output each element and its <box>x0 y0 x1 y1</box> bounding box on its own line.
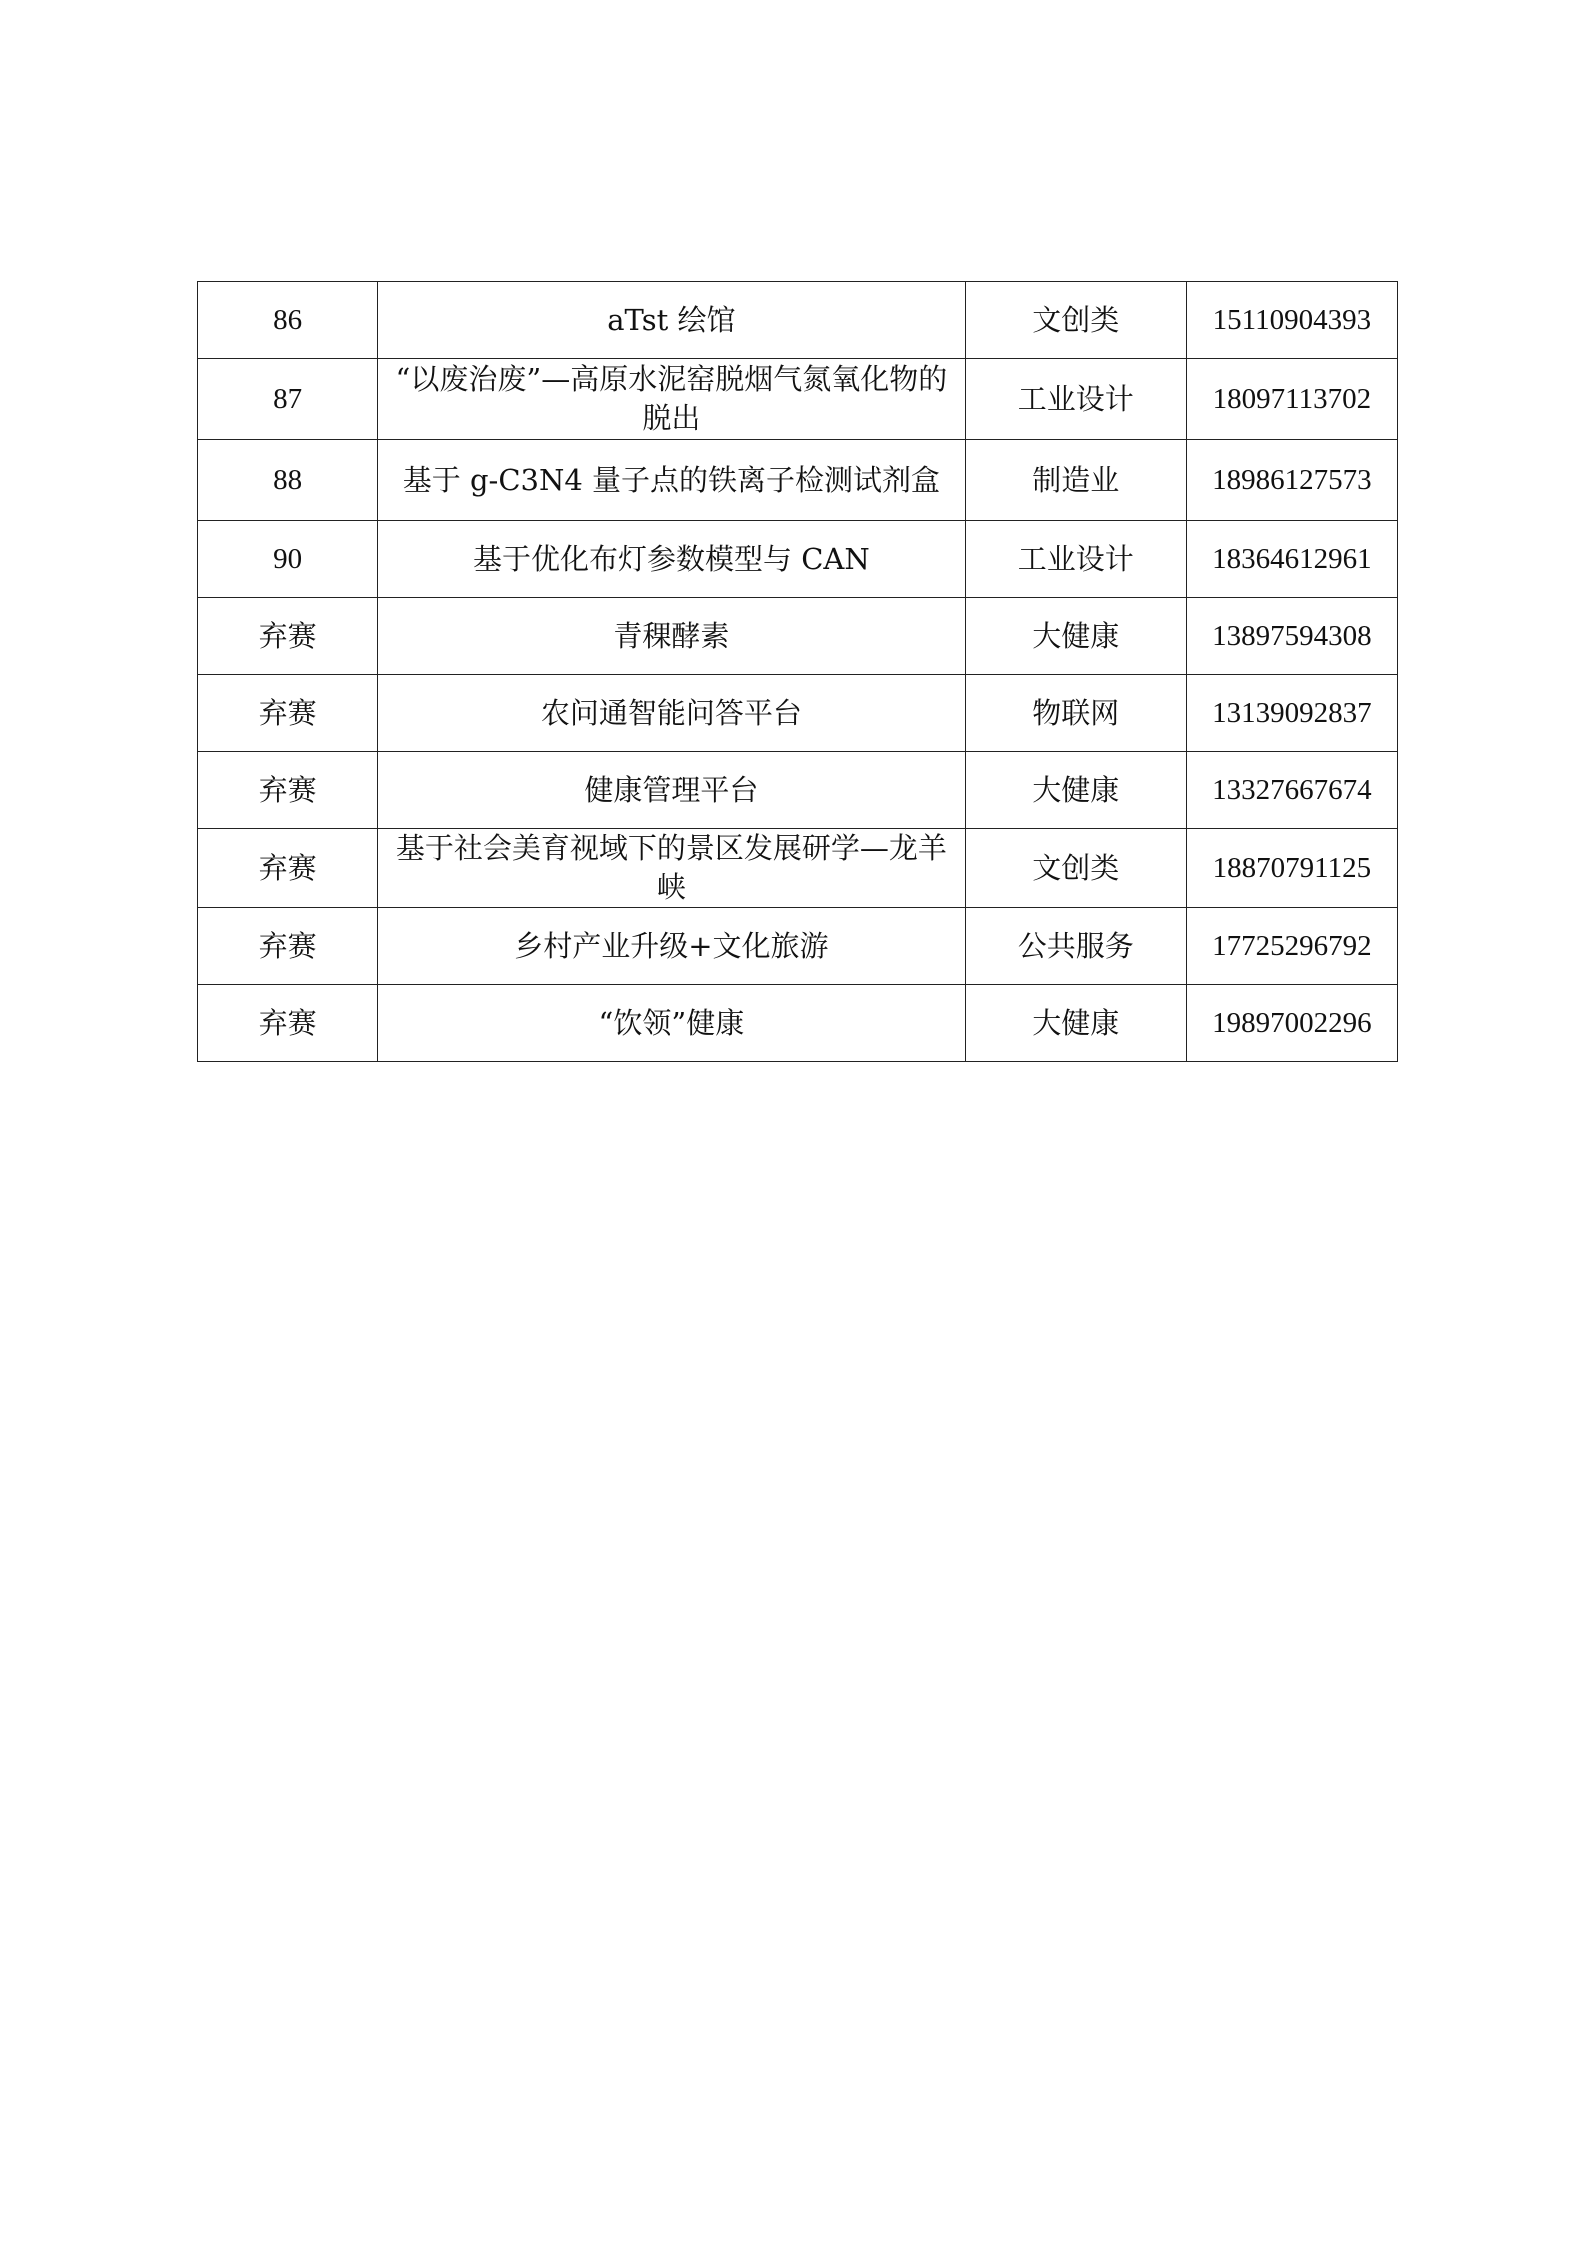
project-name-cell: 青稞酵素 <box>378 598 965 675</box>
phone-cell: 18364612961 <box>1186 521 1397 598</box>
table-row <box>198 440 1398 521</box>
project-name-cell: aTst 绘馆 <box>378 282 965 359</box>
phone-cell: 18870791125 <box>1186 829 1397 908</box>
row-number-cell: 弃赛 <box>198 985 378 1062</box>
row-number-cell: 弃赛 <box>198 752 378 829</box>
table-row <box>198 282 1398 359</box>
row-number-cell: 88 <box>198 440 378 521</box>
row-number-cell: 弃赛 <box>198 908 378 985</box>
category-cell: 文创类 <box>965 282 1186 359</box>
table-row <box>198 908 1398 985</box>
category-cell: 工业设计 <box>965 359 1186 440</box>
project-name-cell: “饮领”健康 <box>378 985 965 1062</box>
project-name-cell: 基于优化布灯参数模型与 CAN <box>378 521 965 598</box>
category-cell: 大健康 <box>965 752 1186 829</box>
project-name-cell: 基于 g-C3N4 量子点的铁离子检测试剂盒 <box>378 440 965 521</box>
phone-cell: 13139092837 <box>1186 675 1397 752</box>
table-row <box>198 985 1398 1062</box>
row-number-cell: 87 <box>198 359 378 440</box>
table-row <box>198 752 1398 829</box>
project-name-cell: 健康管理平台 <box>378 752 965 829</box>
phone-cell: 13327667674 <box>1186 752 1397 829</box>
category-cell: 物联网 <box>965 675 1186 752</box>
row-number-cell: 86 <box>198 282 378 359</box>
project-table <box>197 281 1398 1062</box>
category-cell: 公共服务 <box>965 908 1186 985</box>
project-name-cell: 农问通智能问答平台 <box>378 675 965 752</box>
table-row <box>198 521 1398 598</box>
row-number-cell: 弃赛 <box>198 675 378 752</box>
phone-cell: 19897002296 <box>1186 985 1397 1062</box>
project-name-cell: “以废治废”—高原水泥窑脱烟气氮氧化物的脱出 <box>378 359 965 440</box>
category-cell: 文创类 <box>965 829 1186 908</box>
phone-cell: 13897594308 <box>1186 598 1397 675</box>
phone-cell: 17725296792 <box>1186 908 1397 985</box>
project-name-cell: 基于社会美育视域下的景区发展研学—龙羊峡 <box>378 829 965 908</box>
table-row <box>198 598 1398 675</box>
row-number-cell: 90 <box>198 521 378 598</box>
table-row <box>198 359 1398 440</box>
category-cell: 大健康 <box>965 598 1186 675</box>
row-number-cell: 弃赛 <box>198 598 378 675</box>
table-row <box>198 829 1398 908</box>
table-row <box>198 675 1398 752</box>
category-cell: 制造业 <box>965 440 1186 521</box>
row-number-cell: 弃赛 <box>198 829 378 908</box>
category-cell: 大健康 <box>965 985 1186 1062</box>
project-name-cell: 乡村产业升级+文化旅游 <box>378 908 965 985</box>
phone-cell: 15110904393 <box>1186 282 1397 359</box>
phone-cell: 18986127573 <box>1186 440 1397 521</box>
category-cell: 工业设计 <box>965 521 1186 598</box>
phone-cell: 18097113702 <box>1186 359 1397 440</box>
